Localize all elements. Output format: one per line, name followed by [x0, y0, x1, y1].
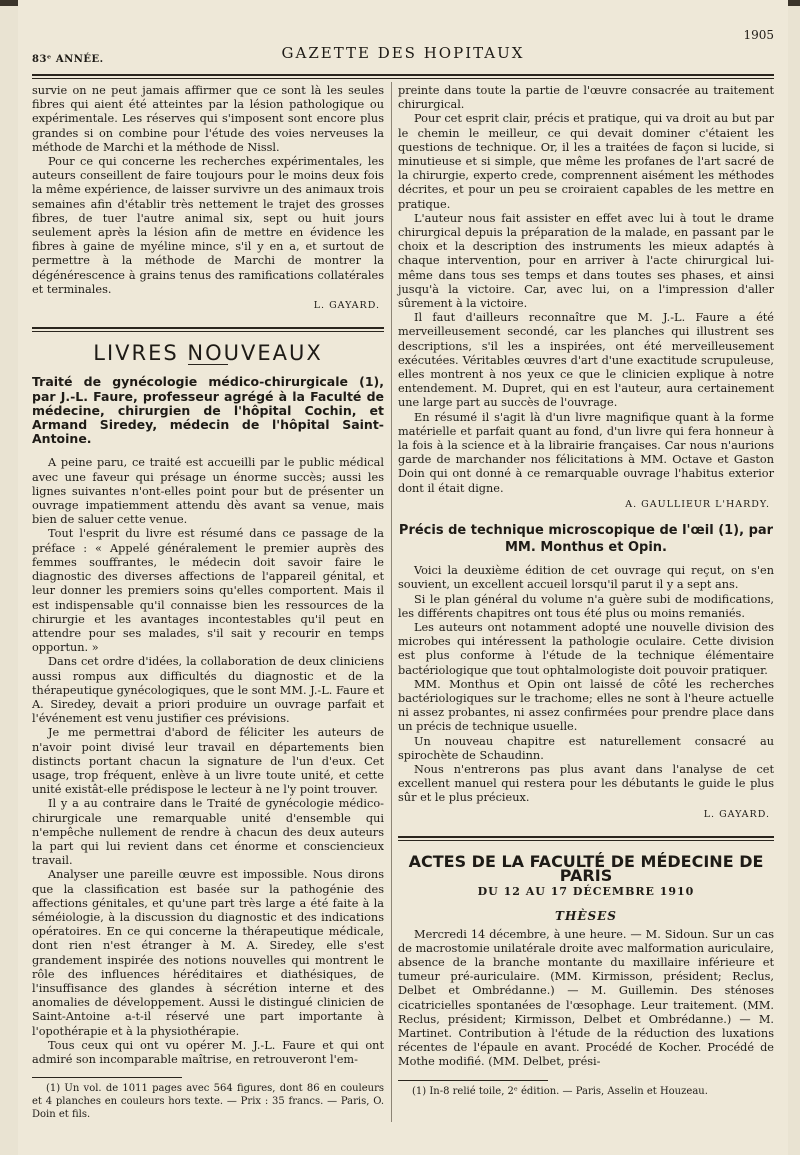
book-title: Traité de gynécologie médico-chirurgicale (1), par J.-L. Faure, professeur agrégé à la Faculté de médecine, chirurgien de l'hôpital Cochin, et Armand Siredey, médecin de l'hôpital Saint-Antoine. — [32, 374, 384, 447]
paragraph: Tout l'esprit du livre est résumé dans ce passage de la préface : « Appelé généralement le premier auprès des femmes souffrantes, le médecin doit savoir faire le diagnostic des diverses affections de l'appareil génital, et leur donner les premiers soins qu'elles comportent. Mais il est indispensable qu'il connaisse bien les ressources de la chirurgie et les avantages incontestables qu'il peut en attendre pour ses malades, s'il sait y recourir en temps opportun. » — [32, 527, 384, 655]
paragraph: Pour cet esprit clair, précis et pratique, qui va droit au but par le chemin le meilleur, ce qui devait dominer c'étaient les questions de technique. Or, il les a traitées de façon si lucide, si minutieuse et si simple, que même les profanes de l'art sacré de la chirurgie, experto crede, comprennent aisément les méthodes décrites, et pour un peu se croiraient capables de les mettre en pratique. — [398, 112, 774, 211]
header-rule — [32, 74, 774, 79]
paragraph: Dans cet ordre d'idées, la collaboration de deux cliniciens aussi rompus aux difficultés du diagnostic et de la thérapeutique gynécologiques, que le sont MM. J.-L. Faure et A. Siredey, devait a priori produire un ouvrage parfait et l'événement est venu justifier ces prévisions. — [32, 655, 384, 726]
column-divider — [391, 82, 392, 1122]
paragraph: Il y a au contraire dans le Traité de gynécologie médico-chirurgicale une remarquable unité d'ensemble qui n'empêche nullement de rendre à chacun des deux auteurs la part qui lui revient dans cet énorme et consciencieux travail. — [32, 797, 384, 868]
paragraph: preinte dans toute la partie de l'œuvre consacrée au traitement chirurgical. — [398, 84, 774, 112]
paragraph: Il faut d'ailleurs reconnaître que M. J.-L. Faure a été merveilleusement secondé, car les planches qui illustrent ses descriptions, s'il les a inspirées, ont été merveilleusement exécutées. Véritables œuvres d'art d'une exactitude scrupuleuse, elles montrent à nos yeux ce que le clinicien explique à notre entendement. M. Dupret, qui en est l'auteur, aura certainement une large part au succès de l'ouvrage. — [398, 311, 774, 410]
paragraph: Voici la deuxième édition de cet ouvrage qui reçut, on s'en souvient, un excellent accueil lorsqu'il parut il y a sept ans. — [398, 564, 774, 592]
section-title: ACTES DE LA FACULTÉ DE MÉDECINE DE PARIS — [408, 851, 764, 885]
footnote-rule — [32, 1077, 182, 1078]
paragraph: MM. Monthus et Opin ont laissé de côté les recherches bactériologiques sur le trachome; elles ne sont à l'heure actuelle ni assez probantes, ni assez confirmées pour prendre place dans un précis de technique usuelle. — [398, 677, 774, 734]
section-rule — [398, 836, 774, 841]
author-signature: L. GAYARD. — [703, 808, 770, 820]
page-header — [32, 22, 774, 74]
left-column — [32, 84, 384, 1121]
paragraph: Analyser une pareille œuvre est impossible. Nous dirons que la classification est basée sur la pathogénie des affections génitales, et qu'une part très large a été faite à la séméiologie, à la discussion du diagnostic et des indications opératoires. En ce qui concerne la thérapeutique médicale, dont rien n'est étranger à M. A. Siredey, elle s'est grandement inspirée des notions nouvelles qui montrent le rôle des influences héréditaires et diathésiques, de l'insuffisance des glandes à sécrétion interne et des anomalies de développement. Aussi le distingué clinicien de Saint-Antoine a-t-il réservé une part importante à l'opothérapie et à la physiothérapie. — [32, 868, 384, 1038]
footnote: (1) Un vol. de 1011 pages avec 564 figures, dont 86 en couleurs et 4 planches en couleurs hors texte. — Prix : 35 francs. — Paris, O. Doin et fils. — [32, 1083, 384, 1121]
paragraph: Si le plan général du volume n'a guère subi de modifications, les différents chapitres ont tous été plus ou moins remaniés. — [398, 592, 774, 620]
section-rule — [32, 327, 384, 332]
date-range: DU 12 AU 17 DÉCEMBRE 1910 — [477, 885, 695, 899]
paragraph: Tous ceux qui ont vu opérer M. J.-L. Faure et qui ont admiré son incomparable maîtrise, en retrouveront l'em- — [32, 1038, 384, 1066]
paragraph: Nous n'entrerons pas plus avant dans l'analyse de cet excellent manuel qui restera pour les débutants le guide le plus sûr et le plus précieux. — [398, 762, 774, 805]
section-title: LIVRES NOUVEAUX — [93, 341, 323, 366]
footnote: (1) In-8 relié toile, 2ᵉ édition. — Paris, Asselin et Houzeau. — [412, 1085, 708, 1097]
paragraph: Les auteurs ont notamment adopté une nouvelle division des microbes qui intéressent la pathologie oculaire. Cette division est plus conforme à l'étude de la technique élémentaire bactériologique que tout ophtalmologiste doit pouvoir pratiquer. — [398, 620, 774, 677]
author-signature: L. GAYARD. — [313, 300, 380, 312]
paragraph: En résumé il s'agit là d'un livre magnifique quant à la forme matérielle et parfait quant au fond, d'un livre qui fera honneur à la fois à la science et à la librairie françaises. Car nous n'aurions garde de marchander nos félicitations à MM. Octave et Gaston Doin qui ont donné à ce remarquable ouvrage l'habitus exterior dont il était digne. — [398, 410, 774, 495]
right-column — [398, 84, 774, 1098]
page-number: 1905 — [743, 28, 774, 42]
footnote-rule — [398, 1080, 548, 1081]
journal-title: GAZETTE DES HOPITAUX — [281, 44, 525, 62]
paragraph: Un nouveau chapitre est naturellement consacré au spirochète de Schaudinn. — [398, 734, 774, 762]
paragraph: survie on ne peut jamais affirmer que ce sont là les seules fibres qui aient été atteintes par la lésion pathologique ou expérimentale. Les réserves qui s'imposent sont encore plus grandes si on combine pour l'étude des voies nerveuses la méthode de Marchi et la méthode de Nissl. — [32, 84, 384, 154]
paragraph: Pour ce qui concerne les recherches expérimentales, les auteurs conseillent de faire toujours pour le moins deux fois la même expérience, de laisser survivre un des animaux trois semaines afin d'établir très nettement le trajet des grosses fibres, de tuer l'autre animal six, sept ou huit jours seulement après la lésion afin de mettre en évidence les fibres à gaine de myéline mince, s'il y en a, et surtout de permettre à la méthode de Marchi de montrer la dégénérescence à grains tenus des ramifications collatérales et terminales. — [32, 155, 384, 296]
paragraph: A peine paru, ce traité est accueilli par le public médical avec une faveur qui présage un énorme succès; aussi les lignes suivantes n'ont-elles point pour but de présenter un ouvrage impatiemment attendu dès avant sa venue, mais bien de saluer cette venue. — [32, 456, 384, 527]
year-label: 83ᵉ ANNÉE. — [32, 54, 104, 65]
author-signature: A. GAULLIEUR L'HARDY. — [625, 498, 770, 510]
paragraph: Mercredi 14 décembre, à une heure. — M. Sidoun. Sur un cas de macrostomie unilatérale droite avec malformation auriculaire, absence de la branche montante du maxillaire inférieure et tumeur pré-auriculaire. (MM. Kirmisson, président; Reclus, Delbet et Ombrédanne.) — M. Guillemin. Des sténoses cicatricielles spontanées de l'œsophage. Leur traitement. (MM. Reclus, président; Kirmisson, Delbet et Ombrédanne.) — M. Martinet. Contribution à l'étude de la réduction des luxations récentes de l'épaule en avant. Procédé de Kocher. Procédé de Mothe modifié. (MM. Delbet, prési- — [398, 927, 774, 1069]
paragraph: Je me permettrai d'abord de féliciter les auteurs de n'avoir point divisé leur travail en départements bien distincts portant chacun la signature de l'un d'eux. Cet usage, trop fréquent, enlève à un livre toute unité, et cette unité existât-elle prédispose le lecteur à ne l'y point trouver. — [32, 726, 384, 797]
book-title: Précis de technique microscopique de l'œil (1), par MM. Monthus et Opin. — [398, 523, 774, 556]
paragraph: L'auteur nous fait assister en effet avec lui à tout le drame chirurgical depuis la préparation de la malade, en passant par le choix et la description des instruments les mieux adaptés à chaque intervention, pour en arriver à l'acte chirurgical lui-même dans tous ses temps et dans toutes ses phases, et ainsi jusqu'à la victoire. Car, avec lui, on a l'impression d'aller sûrement à la victoire. — [398, 211, 774, 311]
subsection-title: THÈSES — [555, 909, 617, 924]
